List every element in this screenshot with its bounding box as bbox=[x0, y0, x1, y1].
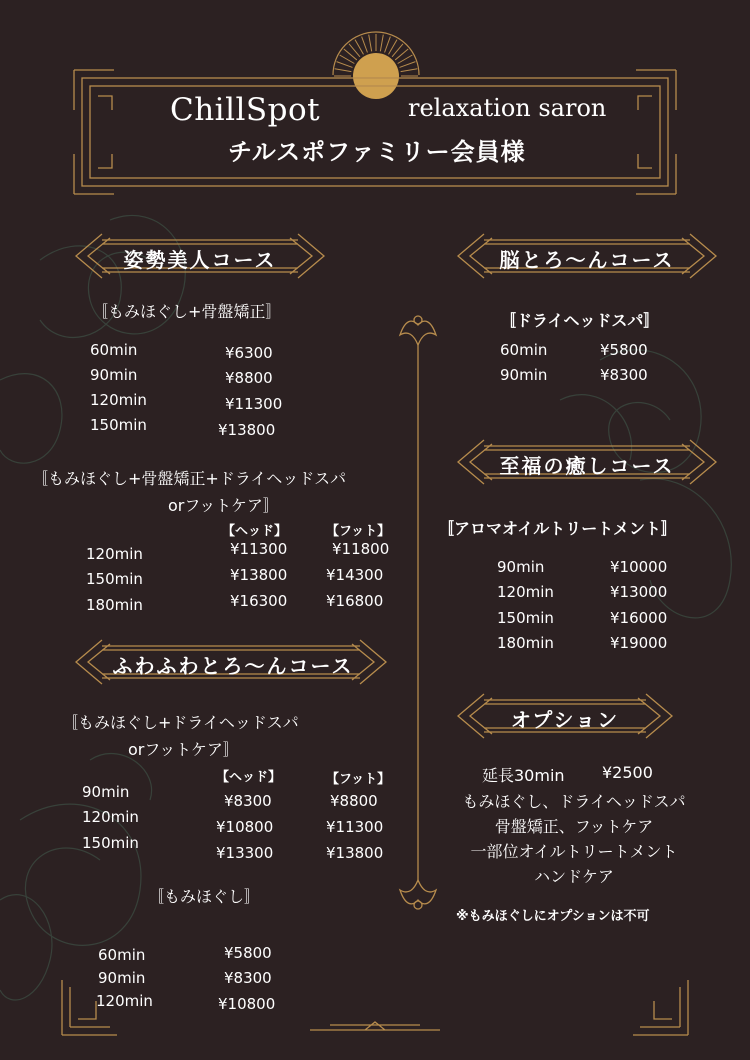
brand-name: ChillSpot bbox=[170, 92, 321, 128]
course-title-noutoron: 脳とろ〜んコース bbox=[499, 248, 675, 272]
time-cell: 60min bbox=[500, 341, 548, 359]
menu-name: 〚もみほぐし〛 bbox=[148, 887, 261, 906]
menu-name-line2: orフットケア〛 bbox=[128, 740, 239, 759]
price-cell: ¥13800 bbox=[230, 566, 288, 584]
menu-name-line2: orフットケア〛 bbox=[168, 496, 279, 515]
price-cell: ¥5800 bbox=[600, 341, 648, 359]
time-cell: 150min bbox=[497, 609, 554, 627]
foot-column-label: 【フット】 bbox=[326, 772, 391, 787]
price-cell: ¥13000 bbox=[610, 583, 668, 601]
price-cell: ¥16000 bbox=[610, 609, 668, 627]
price-cell: ¥19000 bbox=[610, 634, 668, 652]
option-line: ハンドケア bbox=[534, 867, 614, 886]
price-cell: ¥6300 bbox=[225, 344, 273, 362]
price-cell: ¥16300 bbox=[230, 592, 288, 610]
price-cell: ¥8300 bbox=[224, 792, 272, 810]
time-cell: 120min bbox=[86, 545, 143, 563]
price-cell: ¥8300 bbox=[600, 366, 648, 384]
price-cell: ¥8800 bbox=[330, 792, 378, 810]
price-cell: ¥10000 bbox=[610, 558, 668, 576]
time-cell: 90min bbox=[90, 366, 138, 384]
head-column-label: 【ヘッド】 bbox=[222, 524, 288, 539]
foot-column-label: 【フット】 bbox=[326, 524, 391, 539]
option-extension: 延長30min bbox=[482, 766, 565, 785]
menu-name: 〚ドライヘッドスパ〛 bbox=[500, 311, 660, 330]
time-cell: 120min bbox=[82, 808, 139, 826]
time-cell: 90min bbox=[98, 969, 146, 987]
price-cell: ¥8300 bbox=[224, 969, 272, 987]
price-cell: ¥11300 bbox=[225, 395, 283, 413]
price-cell: ¥16800 bbox=[326, 592, 384, 610]
menu-name-line1: 〚もみほぐし+骨盤矯正+ドライヘッドスパ bbox=[32, 469, 347, 488]
time-cell: 120min bbox=[497, 583, 554, 601]
time-cell: 60min bbox=[98, 946, 146, 964]
time-cell: 90min bbox=[500, 366, 548, 384]
course-title-fuwafuwa: ふわふわとろ〜んコース bbox=[112, 654, 354, 678]
time-cell: 120min bbox=[90, 391, 147, 409]
option-line: 一部位オイルトリートメント bbox=[470, 842, 678, 861]
price-cell: ¥10800 bbox=[218, 995, 276, 1013]
head-column-label: 【ヘッド】 bbox=[216, 770, 282, 785]
time-cell: 180min bbox=[86, 596, 143, 614]
time-cell: 180min bbox=[497, 634, 554, 652]
brand-subtitle: relaxation saron bbox=[408, 94, 607, 122]
price-cell: ¥11800 bbox=[332, 540, 390, 558]
menu-name-line1: 〚もみほぐし+ドライヘッドスパ bbox=[62, 713, 299, 732]
option-line: もみほぐし、ドライヘッドスパ bbox=[462, 792, 686, 811]
time-cell: 150min bbox=[82, 834, 139, 852]
bottom-corner-ornaments bbox=[62, 980, 688, 1035]
time-cell: 150min bbox=[90, 416, 147, 434]
sun-ornament bbox=[333, 32, 419, 99]
price-cell: ¥8800 bbox=[225, 369, 273, 387]
price-cell: ¥10800 bbox=[216, 818, 274, 836]
time-cell: 90min bbox=[82, 783, 130, 801]
time-cell: 120min bbox=[96, 992, 153, 1010]
course-title-shifuku: 至福の癒しコース bbox=[499, 454, 675, 478]
options-title: オプション bbox=[510, 708, 620, 732]
member-line: チルスポファミリー会員様 bbox=[228, 138, 526, 166]
time-cell: 90min bbox=[497, 558, 545, 576]
price-cell: ¥13800 bbox=[326, 844, 384, 862]
price-cell: ¥11300 bbox=[230, 540, 288, 558]
center-divider bbox=[400, 316, 436, 909]
price-cell: ¥14300 bbox=[326, 566, 384, 584]
price-cell: ¥5800 bbox=[224, 944, 272, 962]
price-cell: ¥11300 bbox=[326, 818, 384, 836]
price-cell: ¥13800 bbox=[218, 421, 276, 439]
price-cell: ¥13300 bbox=[216, 844, 274, 862]
time-cell: 150min bbox=[86, 570, 143, 588]
menu-name: 〚もみほぐし+骨盤矯正〛 bbox=[92, 302, 282, 321]
course-title-shisei: 姿勢美人コース bbox=[123, 248, 277, 272]
option-note: ※もみほぐしにオプションは不可 bbox=[456, 909, 650, 924]
option-extension-price: ¥2500 bbox=[602, 763, 653, 782]
menu-name: 〚アロマオイルトリートメント〛 bbox=[438, 519, 678, 538]
option-line: 骨盤矯正、フットケア bbox=[494, 817, 654, 836]
time-cell: 60min bbox=[90, 341, 138, 359]
